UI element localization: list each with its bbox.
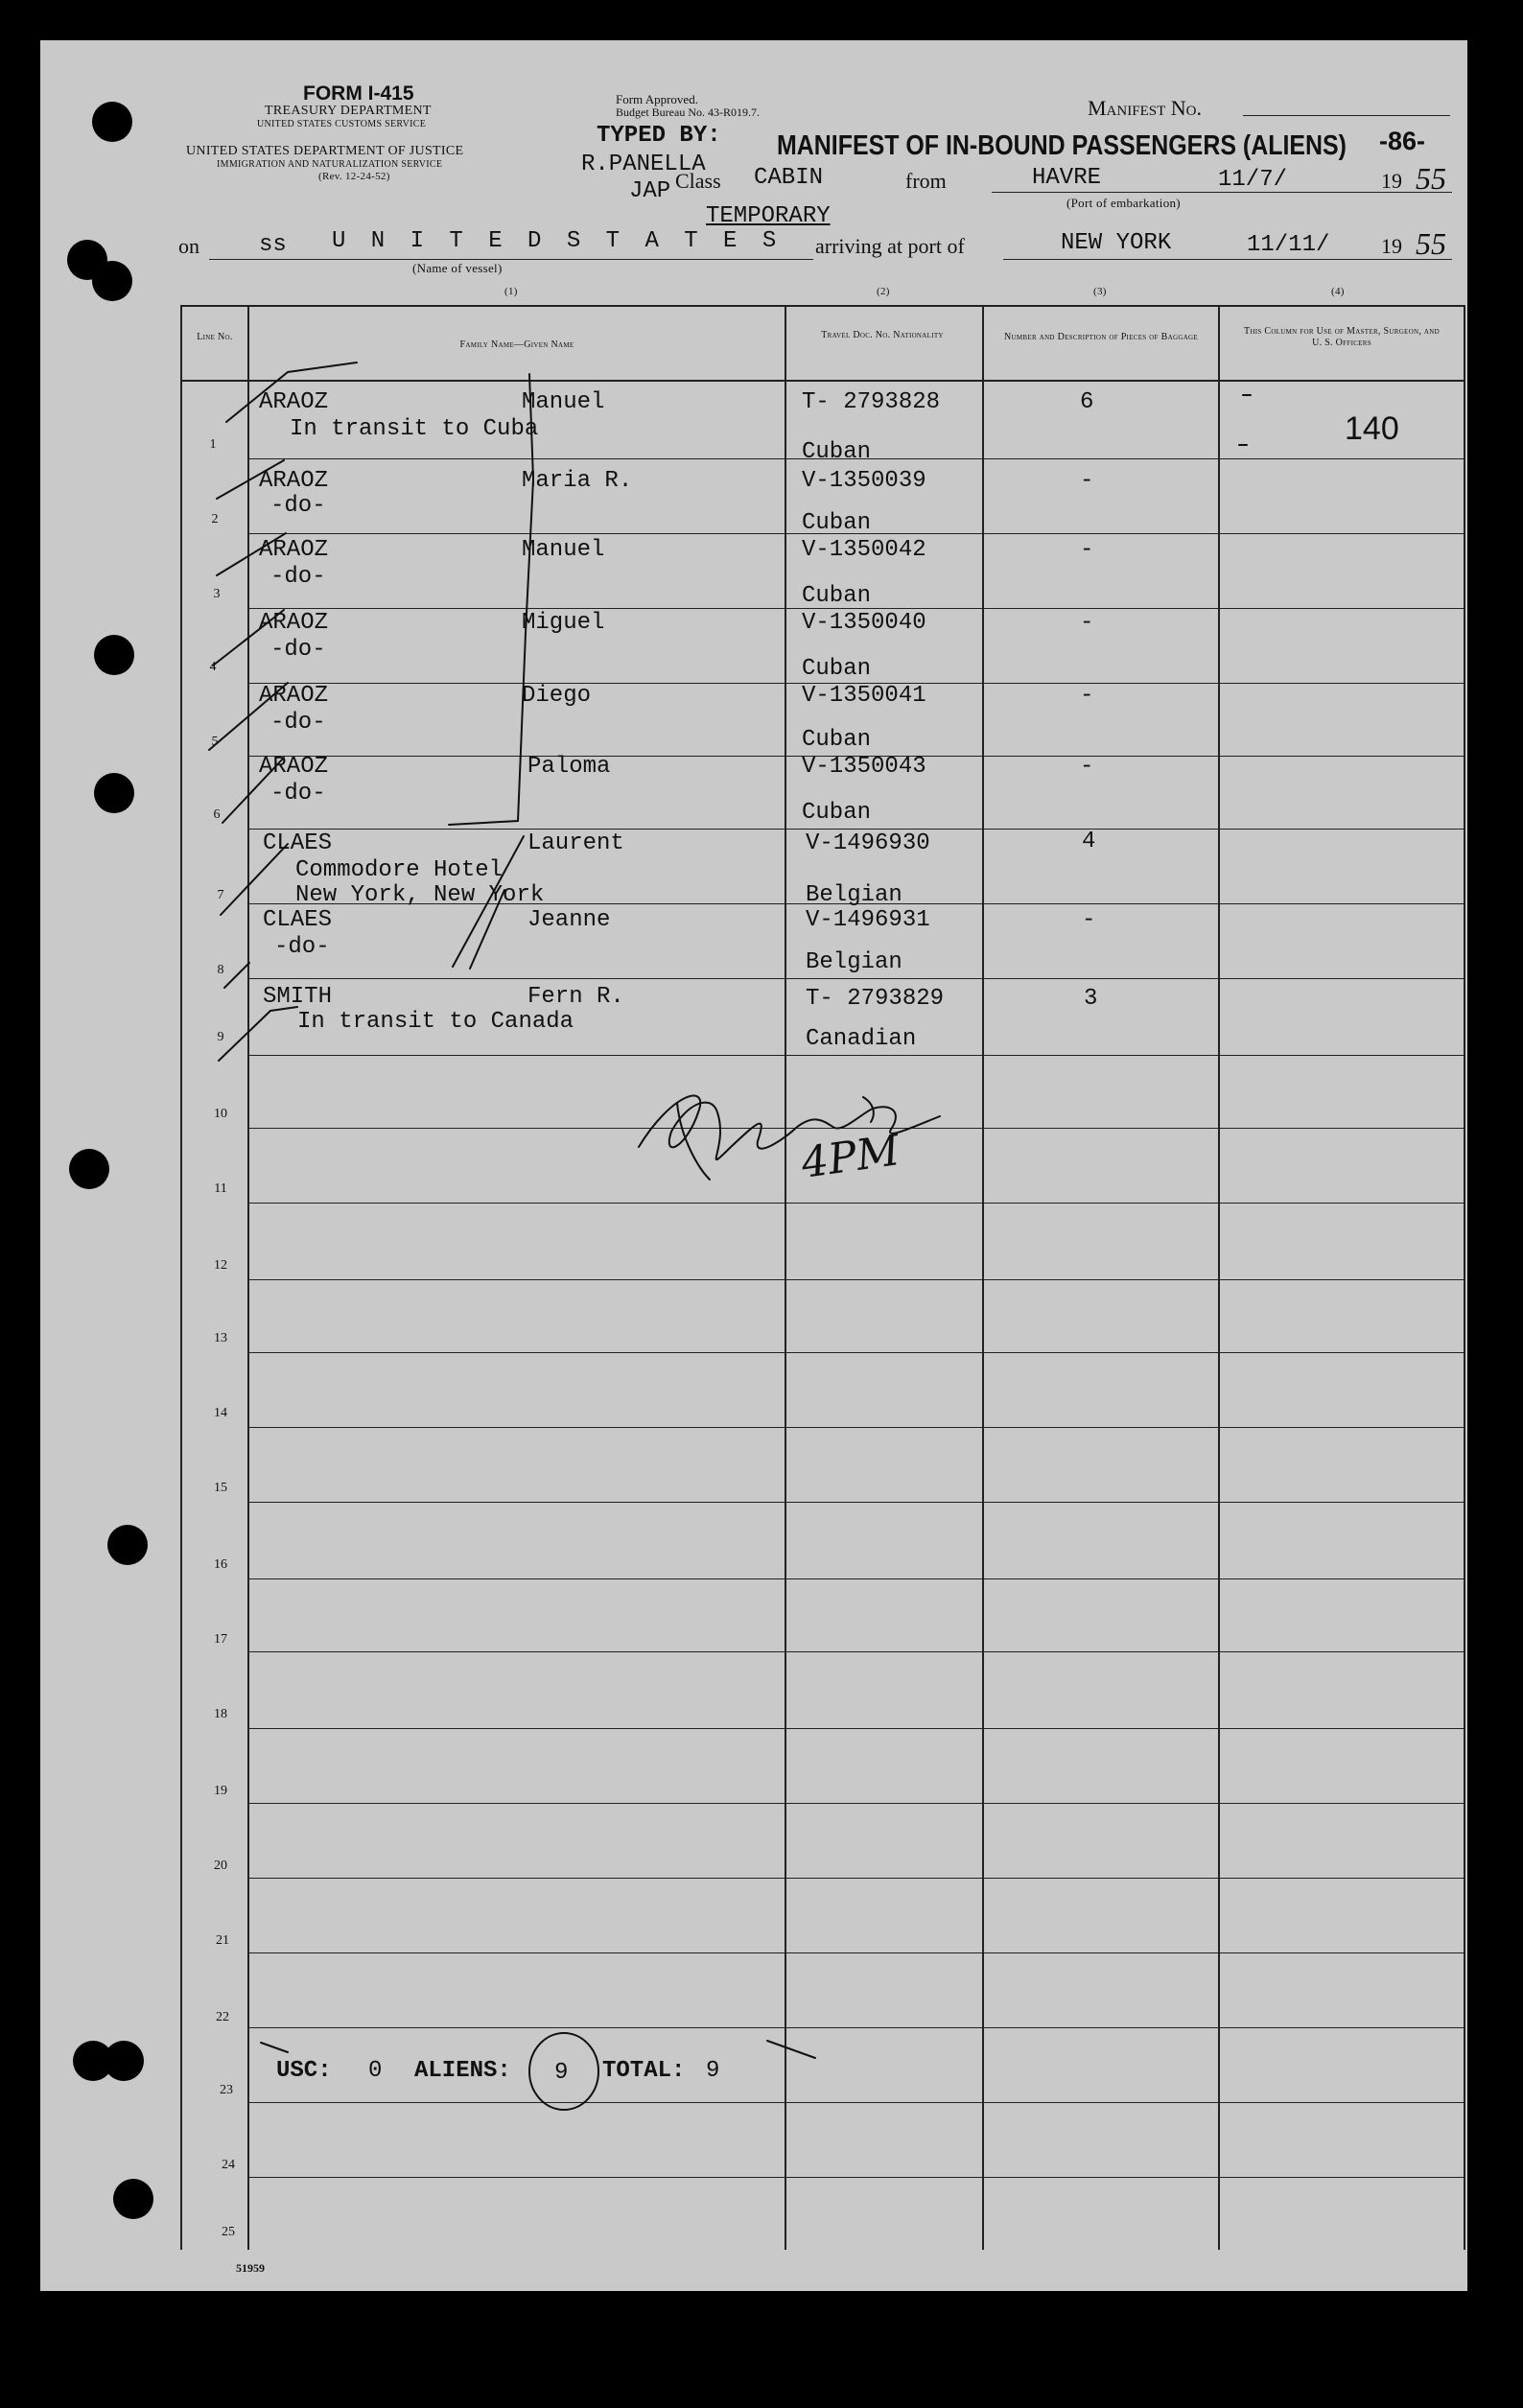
given-name: Manuel: [522, 389, 605, 415]
col-num-1: (1): [504, 286, 518, 297]
arrival-date: 11/11/: [1247, 232, 1330, 258]
nationality: Belgian: [806, 882, 902, 908]
customs-service: UNITED STATES CUSTOMS SERVICE: [257, 119, 427, 129]
vessel-name: U N I T E D S T A T E S: [332, 228, 783, 254]
line-number: 11: [214, 1181, 227, 1196]
manifest-title: MANIFEST OF IN-BOUND PASSENGERS (ALIENS): [777, 130, 1347, 161]
typist-initials: JAP: [629, 178, 671, 204]
passenger-note-2: New York, New York: [295, 882, 545, 908]
family-name: ARAOZ: [259, 610, 329, 636]
col-num-2: (2): [877, 286, 890, 297]
travel-doc-no: V-1496930: [806, 830, 930, 856]
ins-name: IMMIGRATION AND NATURALIZATION SERVICE: [217, 159, 443, 170]
passenger-note: -do-: [270, 493, 326, 519]
passenger-note: -do-: [270, 564, 326, 590]
line-number: 24: [222, 2158, 235, 2172]
family-name: ARAOZ: [259, 537, 329, 563]
header-line-no: Line No.: [197, 332, 233, 342]
from-label: from: [905, 169, 947, 193]
travel-doc-no: V-1350042: [802, 537, 926, 563]
line-number: 19: [214, 1784, 227, 1798]
form-approved: Form Approved.: [616, 92, 698, 106]
travel-doc-no: V-1350041: [802, 683, 926, 709]
line-number: 8: [217, 963, 224, 977]
nationality: Canadian: [806, 1026, 917, 1052]
revision-date: (Rev. 12-24-52): [318, 171, 390, 182]
total-label: TOTAL:: [602, 2058, 686, 2084]
manifest-no-label: Manifest No.: [1088, 96, 1202, 120]
arriving-label: arriving at port of: [815, 234, 965, 258]
handwritten-time: 4PM: [798, 1126, 903, 1188]
line-number: 20: [214, 1859, 227, 1873]
baggage-count: -: [1080, 610, 1094, 636]
family-name: SMITH: [263, 984, 333, 1010]
nationality: Cuban: [802, 583, 872, 609]
temporary-label: TEMPORARY: [706, 203, 831, 229]
given-name: Manuel: [522, 537, 605, 563]
passenger-note: -do-: [270, 781, 326, 807]
given-name: Paloma: [527, 754, 611, 780]
line-number: 10: [214, 1107, 227, 1121]
travel-doc-no: T- 2793829: [806, 986, 945, 1012]
header-name: Family Name—Given Name: [459, 339, 574, 350]
line-number: 9: [217, 1030, 224, 1044]
line-number: 1: [209, 437, 217, 452]
passenger-note: -do-: [274, 934, 330, 960]
given-name: Miguel: [522, 610, 605, 636]
family-name: ARAOZ: [259, 754, 329, 780]
treasury-dept: TREASURY DEPARTMENT: [265, 104, 432, 118]
baggage-count: 4: [1082, 829, 1096, 854]
given-name: Maria R.: [522, 468, 633, 494]
vessel-prefix: ss: [259, 232, 287, 258]
line-number: 3: [213, 587, 221, 601]
nationality: Cuban: [802, 727, 872, 753]
line-number: 5: [211, 735, 219, 749]
travel-doc-no: V-1350039: [802, 468, 926, 494]
line-number: 2: [211, 512, 219, 526]
port-caption: (Port of embarkation): [1066, 196, 1181, 210]
nationality: Belgian: [806, 949, 902, 975]
on-label: on: [178, 234, 199, 258]
line-number: 23: [220, 2083, 233, 2097]
line-number: 21: [216, 1933, 229, 1948]
year-prefix: 19: [1381, 169, 1402, 193]
total-count: 9: [706, 2058, 720, 2084]
travel-doc-no: V-1350040: [802, 610, 926, 636]
line-number: 25: [222, 2225, 235, 2239]
header-officers: This Column for Use of Master, Surgeon, and U. S. Officers: [1243, 326, 1441, 348]
officer-number: 140: [1345, 410, 1399, 447]
departure-date: 11/7/: [1218, 167, 1288, 193]
port-of-embarkation: HAVRE: [1032, 165, 1102, 191]
given-name: Jeanne: [527, 907, 611, 933]
col-num-3: (3): [1093, 286, 1107, 297]
line-number: 22: [216, 2010, 229, 2024]
passenger-note: In transit to Cuba: [290, 416, 539, 442]
nationality: Cuban: [802, 510, 872, 536]
aliens-count: 9: [554, 2060, 569, 2086]
year-prefix-2: 19: [1381, 234, 1402, 258]
baggage-count: 3: [1084, 986, 1098, 1012]
form-number: FORM I-415: [303, 82, 414, 105]
travel-doc-no: V-1496931: [806, 907, 930, 933]
usc-count: 0: [368, 2058, 383, 2084]
line-number: 7: [217, 888, 224, 902]
arrival-year: 55: [1416, 226, 1446, 261]
travel-doc-no: T- 2793828: [802, 389, 941, 415]
line-number: 18: [214, 1707, 227, 1721]
family-name: ARAOZ: [259, 683, 329, 709]
passenger-note: In transit to Canada: [297, 1009, 574, 1035]
line-number: 6: [213, 807, 221, 822]
nationality: Cuban: [802, 800, 872, 826]
line-number: 16: [214, 1557, 227, 1572]
given-name: Laurent: [527, 830, 624, 856]
budget-bureau: Budget Bureau No. 43-R019.7.: [616, 105, 760, 119]
footer-code: 51959: [236, 2261, 265, 2275]
given-name: Fern R.: [527, 984, 624, 1010]
nationality: Cuban: [802, 656, 872, 682]
col-num-4: (4): [1331, 286, 1345, 297]
line-number: 17: [214, 1632, 227, 1647]
baggage-count: 6: [1080, 389, 1094, 415]
baggage-count: -: [1080, 754, 1094, 780]
travel-doc-no: V-1350043: [802, 754, 926, 780]
baggage-count: -: [1080, 683, 1094, 709]
aliens-label: ALIENS:: [414, 2058, 511, 2084]
class-value: CABIN: [754, 165, 824, 191]
baggage-count: -: [1080, 468, 1094, 494]
nationality: Cuban: [802, 439, 872, 465]
given-name: Diego: [522, 683, 592, 709]
typed-by-label: TYPED BY:: [597, 123, 721, 149]
header-baggage: Number and Description of Pieces of Baggage: [1004, 332, 1198, 342]
vessel-caption: (Name of vessel): [412, 261, 503, 275]
passenger-note: -do-: [270, 637, 326, 663]
passenger-note: Commodore Hotel: [295, 857, 504, 883]
typist-name: R.PANELLA: [581, 152, 706, 177]
justice-dept: UNITED STATES DEPARTMENT OF JUSTICE: [186, 144, 464, 158]
baggage-count: -: [1080, 537, 1094, 563]
passenger-note: -do-: [270, 710, 326, 736]
departure-year: 55: [1416, 161, 1446, 196]
line-number: 4: [209, 660, 217, 674]
header-travel-doc: Travel Doc. No. Nationality: [821, 330, 944, 340]
family-name: ARAOZ: [259, 389, 329, 415]
line-number: 13: [214, 1331, 227, 1345]
line-number: 15: [214, 1481, 227, 1495]
usc-label: USC:: [276, 2058, 332, 2084]
line-number: 14: [214, 1406, 227, 1420]
family-name: CLAES: [263, 907, 333, 933]
class-label: Class: [675, 169, 721, 193]
family-name: CLAES: [263, 830, 333, 856]
arrival-port: NEW YORK: [1061, 230, 1172, 256]
manifest-number: -86-: [1379, 127, 1426, 155]
baggage-count: -: [1082, 907, 1096, 933]
line-number: 12: [214, 1258, 227, 1273]
family-name: ARAOZ: [259, 468, 329, 494]
